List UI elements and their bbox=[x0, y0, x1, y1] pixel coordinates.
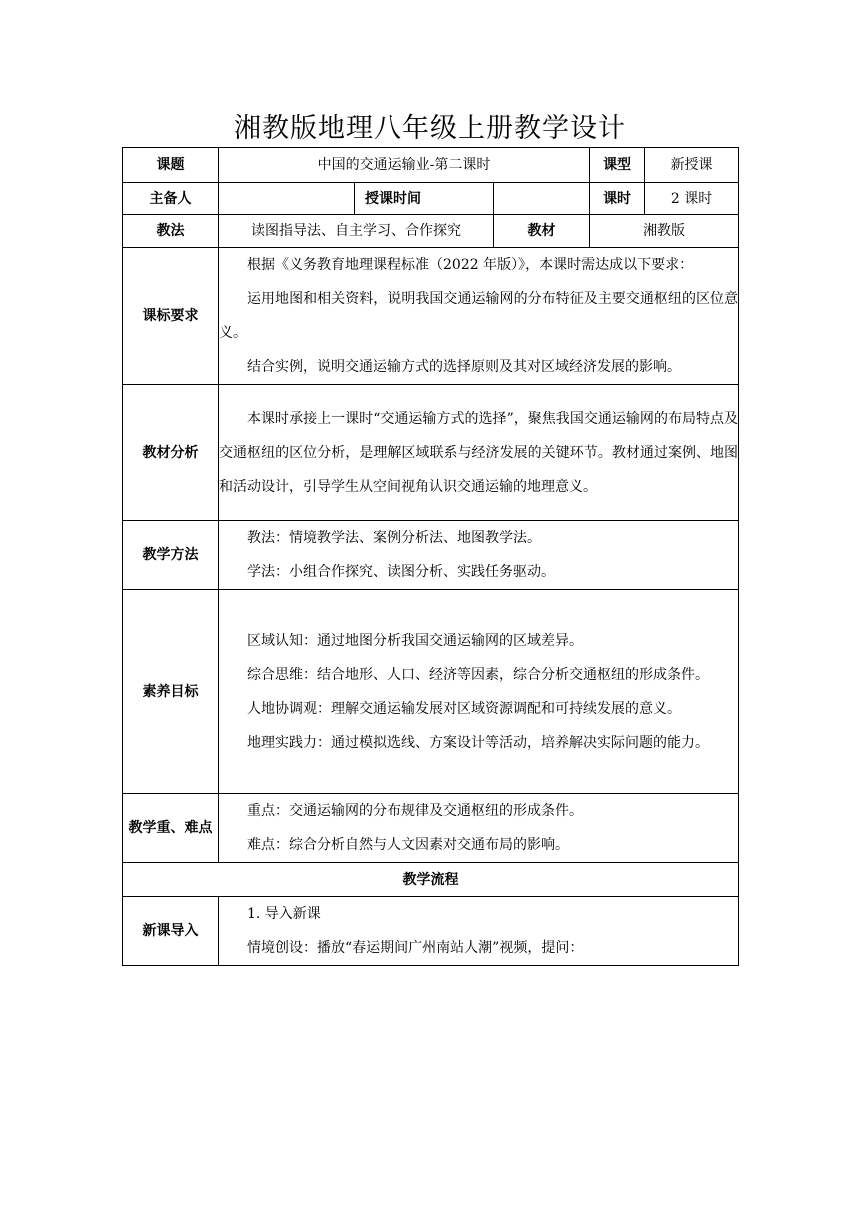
time-label: 授课时间 bbox=[355, 183, 494, 215]
section-paragraph: 人地协调观：理解交通运输发展对区域资源调配和可持续发展的意义。 bbox=[247, 700, 681, 717]
textbook-label: 教材 bbox=[494, 215, 590, 248]
flow-header: 教学流程 bbox=[123, 863, 739, 897]
section-row-textbook-analysis bbox=[123, 385, 739, 521]
textbook-value: 湘教版 bbox=[590, 215, 739, 248]
flow-header-row bbox=[123, 863, 739, 897]
type-label: 课型 bbox=[590, 148, 645, 183]
section-paragraph: 区域认知：通过地图分析我国交通运输网的区域差异。 bbox=[247, 632, 583, 649]
time-value bbox=[494, 183, 590, 215]
section-content bbox=[219, 794, 739, 863]
method-label: 教法 bbox=[123, 215, 219, 248]
section-paragraph: 学法：小组合作探究、读图分析、实践任务驱动。 bbox=[247, 564, 555, 580]
section-label: 素养目标 bbox=[123, 590, 219, 794]
topic-label: 课题 bbox=[123, 148, 219, 183]
intro-label: 新课导入 bbox=[123, 897, 219, 966]
section-label: 教材分析 bbox=[123, 385, 219, 521]
method-value: 读图指导法、自主学习、合作探究 bbox=[219, 215, 494, 248]
section-paragraph: 结合实例，说明交通运输方式的选择原则及其对区域经济发展的影响。 bbox=[247, 359, 681, 375]
section-paragraph: 运用地图和相关资料，说明我国交通运输网的分布特征及主要交通枢纽的区位意义。 bbox=[219, 291, 739, 341]
section-label: 教学重、难点 bbox=[123, 794, 219, 863]
intro-row bbox=[123, 897, 739, 966]
intro-paragraph: 1. 导入新课 bbox=[247, 906, 321, 922]
section-row-standards bbox=[123, 248, 739, 385]
section-row-methods bbox=[123, 521, 739, 590]
section-paragraph: 难点：综合分析自然与人文因素对交通布局的影响。 bbox=[247, 837, 569, 853]
preparer-value bbox=[219, 183, 355, 215]
lesson-plan-table bbox=[122, 147, 739, 966]
period-label: 课时 bbox=[590, 183, 645, 215]
page-title: 湘教版地理八年级上册教学设计 bbox=[234, 113, 626, 144]
topic-value: 中国的交通运输业-第二课时 bbox=[219, 148, 590, 183]
section-paragraph: 本课时承接上一课时“交通运输方式的选择”，聚焦我国交通运输网的布局特点及交通枢纽的区位分析，是理解区域联系与经济发展的关键环节。教材通过案例、地图和活动设计，引导学生从空间视角认识交通运输的地理意义。 bbox=[219, 410, 739, 495]
section-paragraph: 综合思维：结合地形、人口、经济等因素，综合分析交通枢纽的形成条件。 bbox=[247, 666, 709, 683]
topic-row bbox=[123, 148, 739, 183]
intro-content bbox=[219, 897, 739, 966]
section-content bbox=[219, 248, 739, 385]
section-content bbox=[219, 521, 739, 590]
period-value: 2 课时 bbox=[645, 183, 739, 215]
section-label: 教学方法 bbox=[123, 521, 219, 590]
section-paragraph: 教法：情境教学法、案例分析法、地图教学法。 bbox=[247, 530, 541, 546]
section-paragraph: 地理实践力：通过模拟选线、方案设计等活动，培养解决实际问题的能力。 bbox=[247, 734, 709, 751]
method-row bbox=[123, 215, 739, 248]
intro-paragraph: 情境创设：播放“春运期间广州南站人潮”视频，提问： bbox=[247, 940, 584, 956]
section-row-literacy-goals bbox=[123, 590, 739, 794]
section-paragraph: 根据《义务教育地理课程标准（2022 年版）》，本课时需达成以下要求： bbox=[247, 257, 694, 273]
preparer-label: 主备人 bbox=[123, 183, 219, 215]
preparer-row bbox=[123, 183, 739, 215]
section-label: 课标要求 bbox=[123, 248, 219, 385]
section-paragraph: 重点：交通运输网的分布规律及交通枢纽的形成条件。 bbox=[247, 803, 583, 819]
type-value: 新授课 bbox=[645, 148, 739, 183]
section-content bbox=[219, 590, 739, 794]
section-row-key-points bbox=[123, 794, 739, 863]
section-content bbox=[219, 385, 739, 521]
